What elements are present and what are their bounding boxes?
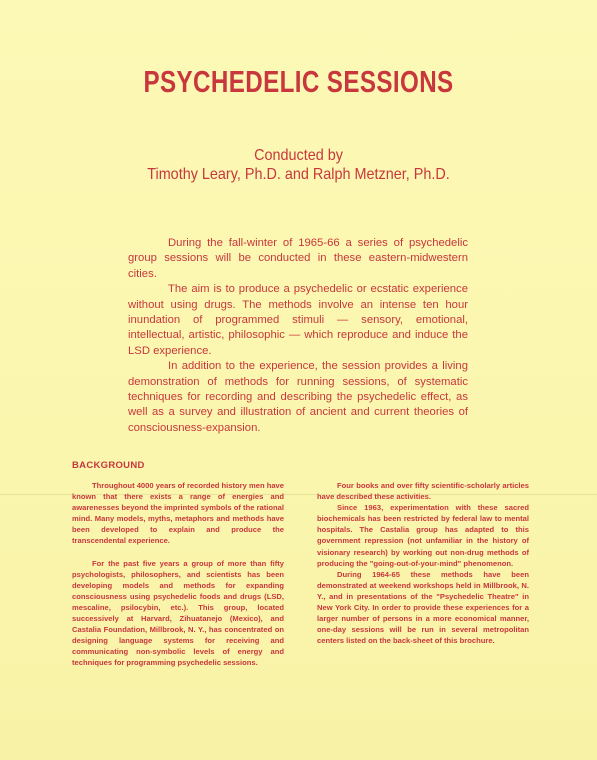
background-left-column <box>72 480 284 669</box>
background-paragraph: For the past five years a group of more than fifty psychologists, philosophers, and scientists has been developing models and methods for expanding consciousness using psychedelic foods and drugs (LSD, mescaline, psilocybin, etc.). This group, located successively at Harvard, Zihuatanejo (Mexico), and Castalia Foundation, Millbrook, N. Y., has concentrated on designing language systems for receiving and communicating non-symbolic levels of energy and techniques for programming psychedelic sessions. <box>72 558 284 668</box>
page-title: PSYCHEDELIC SESSIONS <box>143 64 454 99</box>
background-paragraph: Since 1963, experimentation with these sacred biochemicals has been restricted by federal law to mental hospitals. The Castalia group has adapted to this government repression (not unfamiliar in the history of visionary research) by working out non-drug methods of producing the "going-out-of-your-mind" phenomenon. <box>317 503 529 568</box>
background-paragraph: During 1964-65 these methods have been demonstrated at weekend workshops held in Millbrook, N. Y., and in presentations of the "Psychedelic Theatre" in New York City. In order to provide these experiences for a larger number of persons in a more economical manner, one-day sessions will be run in several metropolitan centers listed on the back-sheet of this brochure. <box>317 569 529 646</box>
conductors-names: Timothy Leary, Ph.D. and Ralph Metzner, Ph.D. <box>147 166 450 183</box>
intro-paragraph: In addition to the experience, the session provides a living demonstration of methods for running sessions, of systematic techniques for recording and describing the psychedelic effect, as well as a survey and illustration of ancient and current theories of consciousness-expansion. <box>128 360 468 434</box>
background-paragraph: Four books and over fifty scientific-scholarly articles have described these activities. <box>317 481 529 502</box>
conducted-by-label: Conducted by <box>254 147 343 164</box>
conducted-by-block <box>30 146 567 184</box>
background-right-column <box>317 480 529 646</box>
background-paragraph: Throughout 4000 years of recorded history men have known that there exists a range of energies and awarenesses beyond the imprinted symbols of the rational mind. Many models, myths, metaphors and methods have been developed to explain and produce the transcendental experience. <box>72 481 285 546</box>
background-heading: BACKGROUND <box>72 460 145 471</box>
intro-text <box>128 236 468 436</box>
intro-paragraph: During the fall-winter of 1965-66 a series of psychedelic group sessions will be conducted in these eastern-midwestern cities. <box>128 237 468 280</box>
intro-paragraph: The aim is to produce a psychedelic or ecstatic experience without using drugs. The methods involve an intense ten hour inundation of programmed stimuli — sensory, emotional, intellectual, artistic, philosophic — which reproduce and induce the LSD experience. <box>128 283 468 357</box>
